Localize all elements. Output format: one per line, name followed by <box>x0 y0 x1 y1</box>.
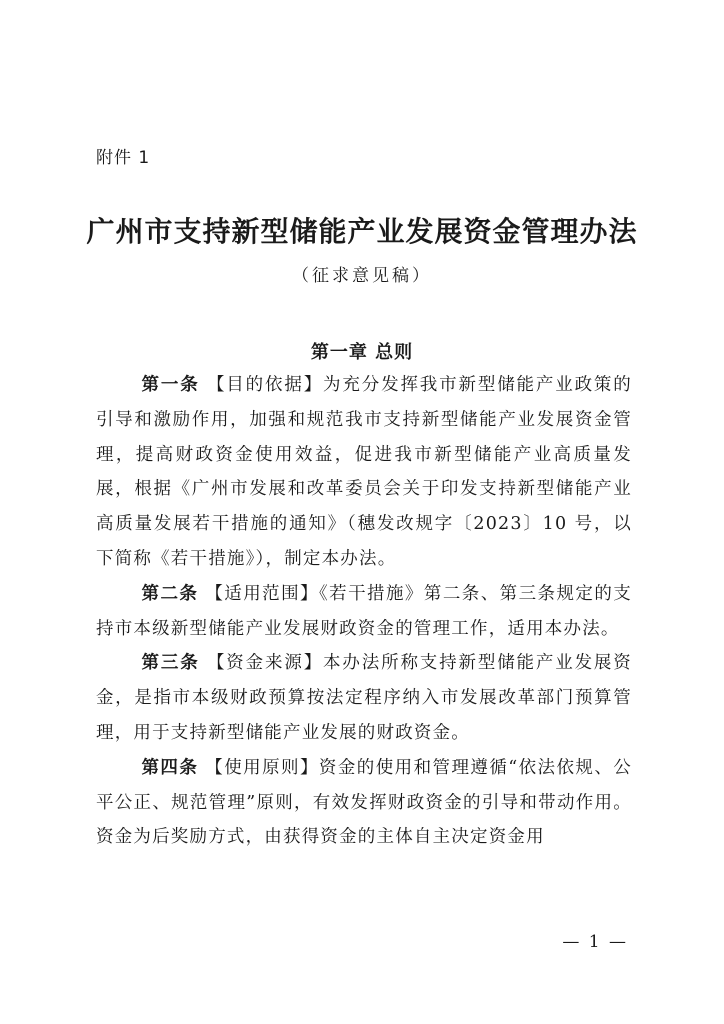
article-number: 第三条 <box>141 653 200 674</box>
article-1 <box>96 368 632 577</box>
page-number: — 1 — <box>562 932 628 952</box>
article-number: 第一条 <box>141 375 200 395</box>
document-subtitle: （征求意见稿） <box>292 266 432 286</box>
article-text: 【资金来源】本办法所称支持新型储能产业发展资金，是指市本级财政预算按法定程序纳入市发展改革部门预算管理，用于支持新型储能产业发展的财政资金。 <box>96 653 632 743</box>
article-text: 【使用原则】资金的使用和管理遵循“依法依规、公平公正、规范管理”原则，有效发挥财政资金的引导和带动作用。资金为后奖励方式，由获得资金的主体自主决定资金用 <box>96 757 632 848</box>
document-body <box>96 368 632 855</box>
document-title: 广州市支持新型储能产业发展资金管理办法 <box>86 215 638 248</box>
article-4 <box>96 751 632 855</box>
article-number: 第四条 <box>141 757 199 778</box>
article-text: 【适用范围】《若干措施》第二条、第三条规定的支持市本级新型储能产业发展财政资金的管理工作，适用本办法。 <box>96 583 632 639</box>
article-text: 【目的依据】为充分发挥我市新型储能产业政策的引导和激励作用，加强和规范我市支持新型储能产业发展资金管理，提高财政资金使用效益，促进我市新型储能产业高质量发展，根据《广州市发展和改革委员会关于印发支持新型储能产业高质量发展若干措施的通知》（穗发改规字〔2023〕10 号，以下简称《若干措施》），制定本办法。 <box>96 375 632 569</box>
article-3 <box>96 646 632 750</box>
article-2 <box>96 577 632 647</box>
article-number: 第二条 <box>141 583 199 604</box>
attachment-label: 附件 1 <box>96 148 151 168</box>
chapter-heading: 第一章 总则 <box>310 342 414 363</box>
